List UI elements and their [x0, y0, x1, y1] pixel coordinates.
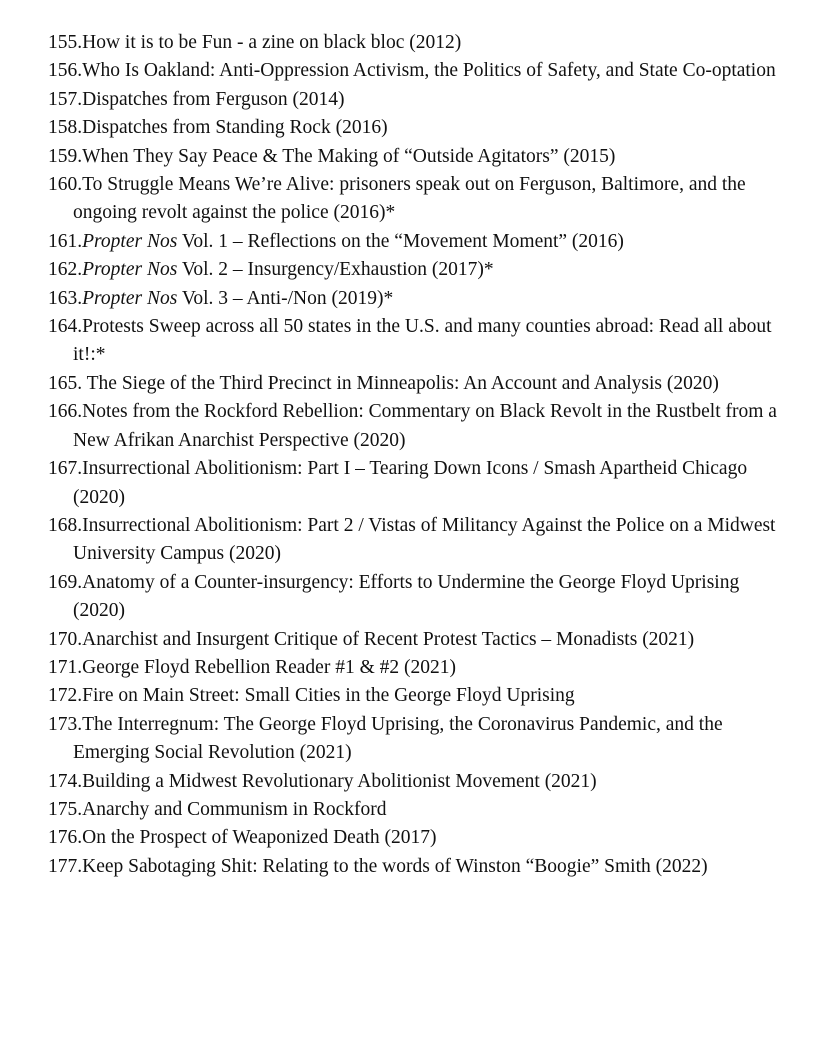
item-number: 176. [48, 827, 83, 849]
item-number: 156. [48, 60, 83, 82]
item-title: The Interregnum: The George Floyd Uprising, the Coronavirus Pandemic, and the Emerging Social Revolution (2021) [73, 713, 723, 764]
item-number: 177. [48, 855, 83, 877]
list-item [48, 654, 778, 682]
item-number: 170. [48, 628, 83, 650]
list-item [48, 569, 778, 626]
item-title: George Floyd Rebellion Reader #1 & #2 (2021) [82, 656, 456, 678]
item-number: 173. [48, 713, 83, 735]
list-item [48, 853, 778, 881]
list-item [48, 86, 778, 114]
list-item [48, 824, 778, 852]
list-item [48, 313, 778, 370]
item-title: Vol. 1 – Reflections on the “Movement Moment” (2016) [177, 230, 624, 252]
item-number: 161. [48, 230, 83, 252]
item-number: 165. [48, 372, 83, 394]
list-item [48, 256, 778, 284]
list-item [48, 370, 778, 398]
list-item [48, 29, 778, 57]
item-number: 160. [48, 174, 83, 196]
list-item [48, 711, 778, 768]
item-title: Insurrectional Abolitionism: Part I – Tearing Down Icons / Smash Apartheid Chicago (2020) [73, 458, 748, 508]
reading-list [48, 29, 778, 881]
item-title: Vol. 3 – Anti-/Non (2019)* [177, 287, 394, 309]
item-number: 169. [48, 571, 83, 593]
item-number: 164. [48, 316, 83, 338]
item-number: 171. [48, 656, 83, 678]
item-title: How it is to be Fun - a zine on black bloc (2012) [82, 32, 462, 53]
item-title: Who Is Oakland: Anti-Oppression Activism, the Politics of Safety, and State Co-optation [82, 60, 776, 82]
list-item [48, 768, 778, 796]
list-item [48, 398, 778, 455]
item-title: Insurrectional Abolitionism: Part 2 / Vistas of Militancy Against the Police on a Midwest University Campus (2020) [73, 514, 776, 565]
item-number: 163. [48, 287, 83, 309]
item-title: Keep Sabotaging Shit: Relating to the words of Winston “Boogie” Smith (2022) [82, 855, 708, 877]
item-number: 174. [48, 770, 83, 792]
item-title: Building a Midwest Revolutionary Abolitionist Movement (2021) [82, 770, 597, 792]
item-number: 155. [48, 32, 83, 53]
list-item [48, 143, 778, 171]
item-number: 168. [48, 514, 83, 536]
item-title: Dispatches from Ferguson (2014) [82, 88, 345, 110]
list-item [48, 512, 778, 569]
item-title: On the Prospect of Weaponized Death (2017) [82, 827, 437, 849]
item-title: Anarchist and Insurgent Critique of Recent Protest Tactics – Monadists (2021) [82, 628, 695, 650]
item-title: Protests Sweep across all 50 states in the U.S. and many counties abroad: Read all about it!:* [73, 316, 772, 366]
list-item [48, 171, 778, 228]
list-item [48, 455, 778, 512]
item-title: Anatomy of a Counter-insurgency: Efforts to Undermine the George Floyd Uprising (2020) [73, 571, 740, 622]
list-item [48, 285, 778, 313]
item-title: The Siege of the Third Precinct in Minneapolis: An Account and Analysis (2020) [82, 372, 719, 394]
item-number: 175. [48, 798, 83, 820]
item-number: 167. [48, 458, 83, 480]
item-number: 166. [48, 401, 83, 423]
list-item [48, 682, 778, 710]
item-title: Vol. 2 – Insurgency/Exhaustion (2017)* [177, 259, 494, 281]
item-title: When They Say Peace & The Making of “Outside Agitators” (2015) [82, 145, 616, 167]
item-number: 157. [48, 88, 83, 110]
item-number: 172. [48, 685, 83, 707]
list-item [48, 114, 778, 142]
list-item [48, 228, 778, 256]
item-number: 159. [48, 145, 83, 167]
list-item [48, 626, 778, 654]
list-item [48, 796, 778, 824]
item-title: Anarchy and Communism in Rockford [82, 798, 387, 820]
item-title: Fire on Main Street: Small Cities in the George Floyd Uprising [82, 685, 575, 707]
item-title: To Struggle Means We’re Alive: prisoners speak out on Ferguson, Baltimore, and the ongoing revolt against the police (2016)* [73, 174, 746, 224]
item-title-italic: Propter Nos [82, 230, 178, 252]
item-title-italic: Propter Nos [82, 287, 178, 309]
item-title-italic: Propter Nos [82, 259, 178, 281]
item-number: 158. [48, 117, 83, 139]
item-title: Notes from the Rockford Rebellion: Commentary on Black Revolt in the Rustbelt from a New Afrikan Anarchist Perspective (2020) [73, 401, 777, 451]
item-title: Dispatches from Standing Rock (2016) [82, 117, 388, 139]
list-item [48, 57, 778, 85]
item-number: 162. [48, 259, 83, 281]
